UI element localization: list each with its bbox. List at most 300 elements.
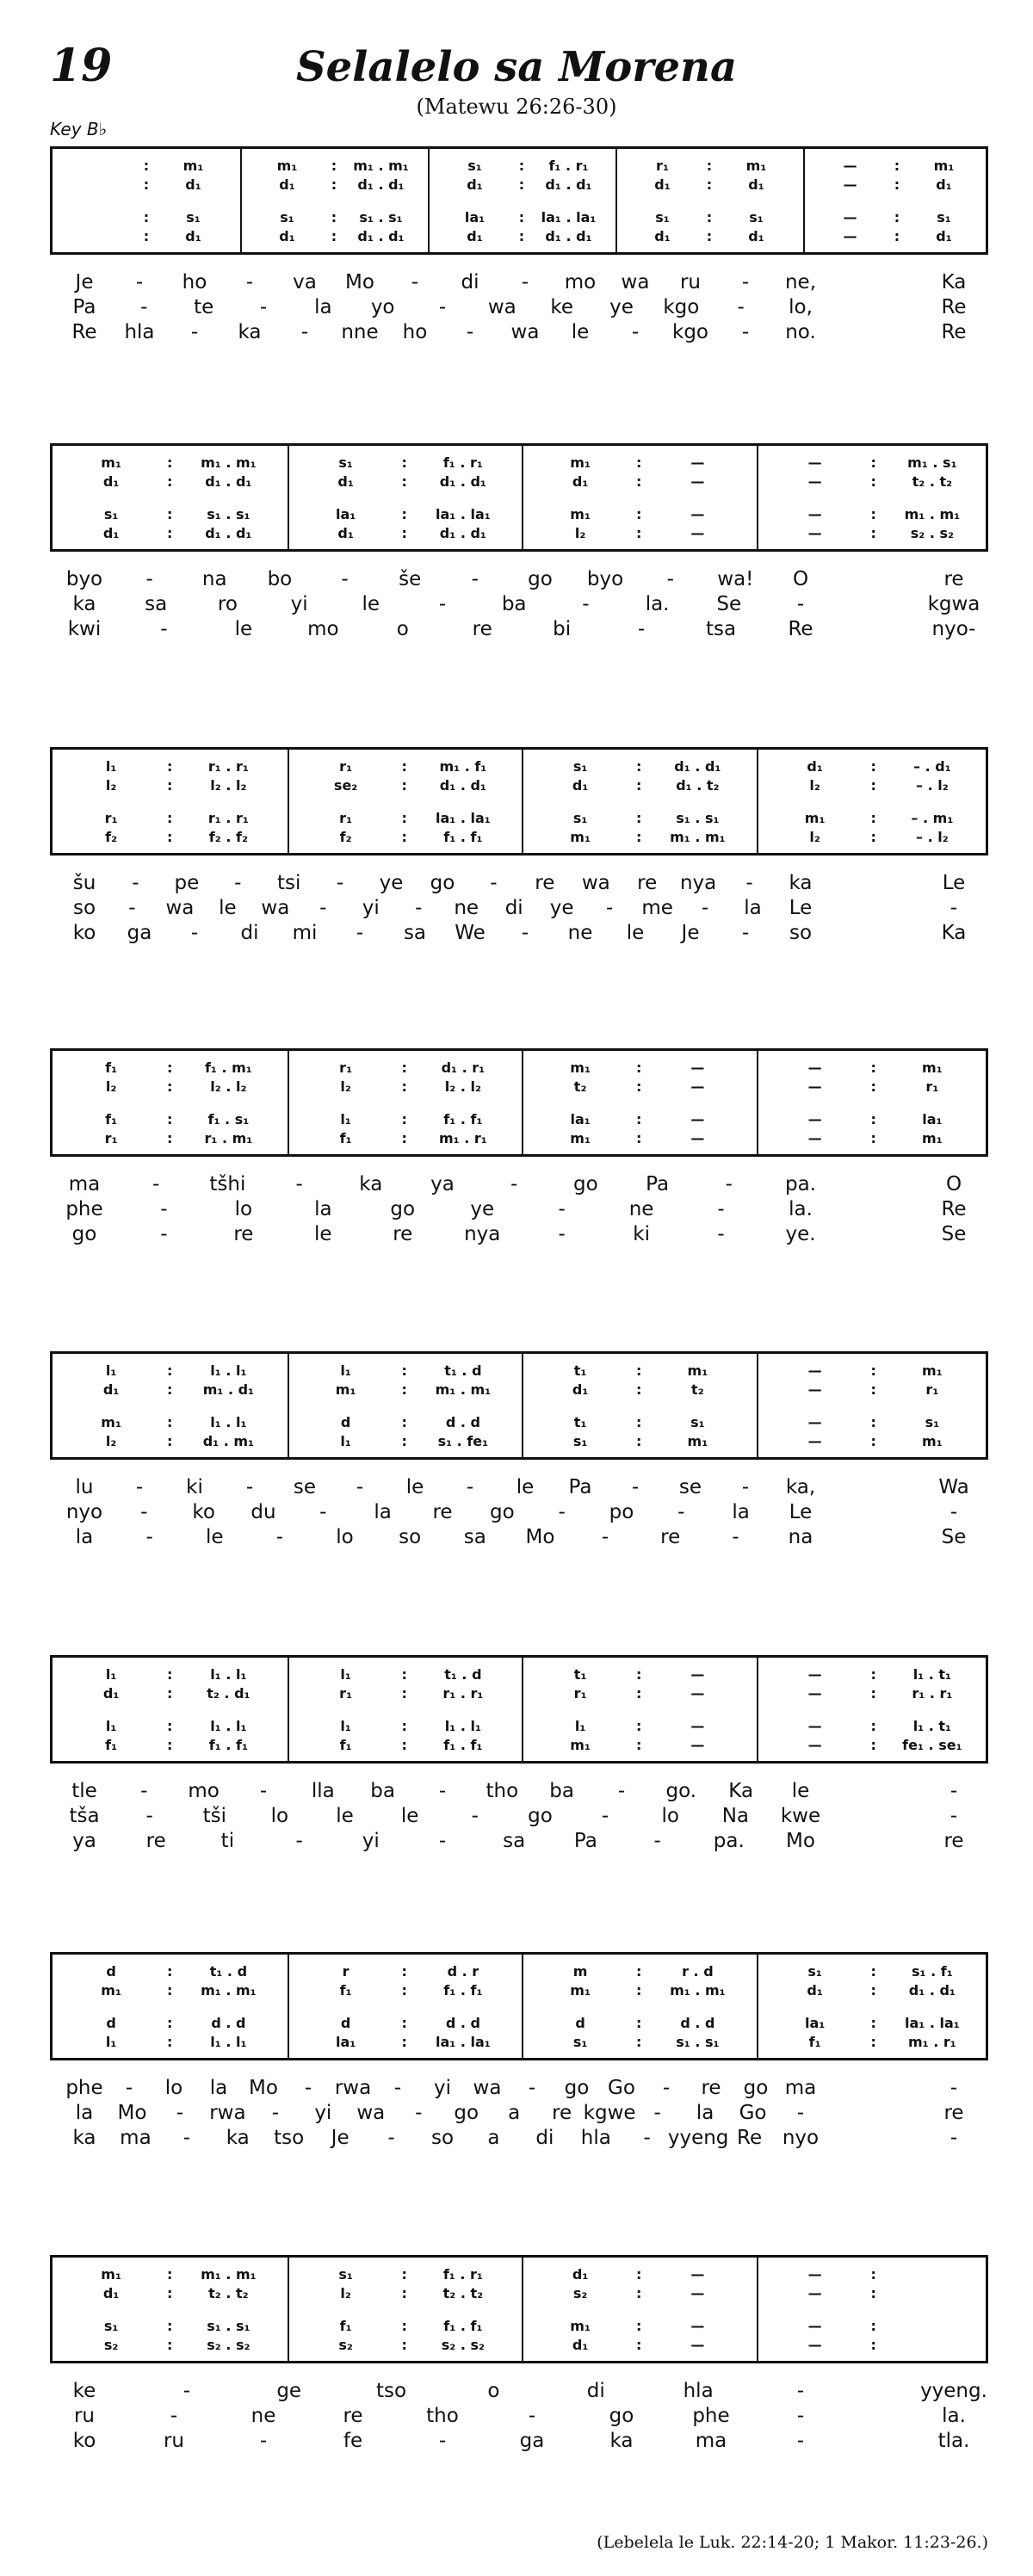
solfa-note: d₁ — [467, 228, 483, 244]
scripture-reference: (Matewu 26:26-30) — [416, 95, 617, 119]
beat-separator: : — [870, 829, 876, 845]
lyric-syllable: pe — [174, 872, 200, 894]
beat-separator: : — [401, 2034, 407, 2050]
lyric-syllable: - — [466, 321, 474, 343]
beat-separator: : — [870, 473, 876, 490]
beat-separator: : — [870, 2266, 876, 2283]
voice-row — [53, 1685, 986, 1704]
solfa-note: m₁ — [101, 2266, 121, 2283]
lyric-syllable: - — [259, 2430, 268, 2452]
solfa-note: f₁ . f₁ — [443, 829, 483, 845]
lyric-syllable: Je — [331, 2127, 349, 2149]
solfa-note: s₂ . s₂ — [207, 2337, 251, 2353]
solfa-note: m — [572, 1963, 588, 1980]
lyric-syllable: kgwe — [583, 2102, 636, 2124]
solfa-note: t₁ — [573, 1666, 587, 1683]
beat-separator: : — [167, 1666, 173, 1683]
solfa-note: m₁ — [101, 1414, 121, 1430]
solfa-note: d₁ — [467, 176, 483, 193]
solfa-note: m₁ — [570, 1982, 591, 1998]
lyric-syllable: - — [438, 593, 447, 615]
lyric-syllable: - — [275, 1526, 284, 1548]
solfa-note: d₁ . d₁ — [439, 473, 486, 490]
lyric-line — [50, 2102, 988, 2128]
lyric-syllable: ne, — [784, 271, 817, 293]
lyric-syllable: Le — [942, 872, 966, 894]
lyric-syllable: - — [490, 872, 498, 894]
solfa-note: l₁ . l₁ — [210, 2034, 247, 2050]
lyric-syllable: di — [504, 897, 523, 919]
voice-row — [53, 1433, 986, 1452]
lyric-syllable: ne — [628, 1198, 654, 1220]
solfa-note: r₁ . r₁ — [912, 1685, 953, 1702]
solfa-note: s₁ — [338, 454, 353, 471]
lyric-syllable: ka — [789, 872, 813, 894]
lyric-syllable: Na — [721, 1805, 750, 1827]
beat-separator: : — [870, 810, 876, 826]
solfa-note: l₂ — [105, 1433, 117, 1449]
solfa-note: — — [807, 1718, 822, 1734]
solfa-note: l₁ . t₁ — [912, 1666, 952, 1683]
beat-separator: : — [870, 1963, 876, 1980]
beat-separator: : — [401, 1718, 407, 1734]
solfa-note: m₁ — [922, 1059, 943, 1076]
beat-separator: : — [870, 758, 876, 775]
solfa-note: — — [807, 1737, 822, 1753]
beat-separator: : — [636, 1059, 642, 1076]
lyric-syllable: Mo — [117, 2102, 147, 2124]
solfa-note: — — [690, 1737, 705, 1753]
lyric-syllable: ya — [72, 1830, 96, 1852]
solfa-note: f₁ — [105, 1737, 118, 1753]
lyric-syllable: - — [725, 1173, 733, 1195]
solfa-note: — — [807, 1666, 822, 1683]
beat-separator: : — [636, 1130, 642, 1146]
lyric-syllable: re — [943, 2102, 964, 2124]
lyric-syllable: yi — [290, 593, 308, 615]
beat-separator: : — [167, 758, 173, 775]
lyric-syllable: O — [792, 568, 809, 590]
lyric-syllable: tle — [71, 1780, 97, 1802]
lyric-syllable: ko — [72, 922, 96, 944]
solfa-note: l₁ . l₁ — [444, 1718, 481, 1734]
solfa-note: — — [690, 454, 705, 471]
lyric-syllable: re — [145, 1830, 166, 1852]
lyric-syllable: Je — [75, 271, 94, 293]
lyric-syllable: - — [438, 1780, 447, 1802]
solfa-note: — — [690, 1666, 705, 1683]
solfa-note: f₁ — [105, 1111, 118, 1127]
solfa-note: t₂ . t₂ — [208, 2285, 249, 2301]
solfa-note: la₁ — [335, 2034, 356, 2050]
solfa-note: s₁ . f₁ — [912, 1963, 953, 1980]
lyric-syllable: - — [631, 1476, 640, 1498]
beat-separator: : — [636, 2285, 642, 2301]
beat-separator: : — [636, 1381, 642, 1398]
solfa-staff — [50, 443, 988, 552]
beat-separator: : — [636, 1111, 642, 1127]
solfa-note: m₁ . r₁ — [438, 1130, 487, 1146]
lyric-line — [50, 1805, 988, 1831]
lyric-syllable: du — [251, 1501, 276, 1523]
beat-separator: : — [636, 1737, 642, 1753]
lyric-syllable: le — [219, 897, 237, 919]
lyric-syllable: - — [949, 1501, 958, 1523]
solfa-staff — [50, 2255, 988, 2363]
beat-separator: : — [870, 2285, 876, 2301]
hymn-title: Selalelo sa Morena — [295, 43, 738, 91]
beat-separator: : — [870, 454, 876, 471]
lyric-syllable: le — [516, 1476, 535, 1498]
lyric-syllable: - — [145, 568, 153, 590]
lyric-syllable: byo — [65, 568, 103, 590]
beat-separator: : — [167, 2266, 173, 2283]
lyric-syllable: wa — [510, 321, 540, 343]
lyric-syllable: Re — [71, 321, 97, 343]
beat-separator: : — [401, 1963, 407, 1980]
lyric-syllable: di — [461, 271, 479, 293]
lyric-syllable: Go — [608, 2077, 635, 2099]
solfa-note: d₁ — [572, 777, 589, 794]
solfa-note: se₂ — [333, 777, 358, 794]
lyric-syllable: di — [240, 922, 259, 944]
lyric-syllable: yi — [433, 2077, 451, 2099]
lyric-syllable: re — [233, 1223, 254, 1245]
beat-separator: : — [636, 473, 642, 490]
lyric-syllable: - — [796, 2102, 805, 2124]
solfa-note: r₁ — [339, 1685, 353, 1702]
voice-row — [53, 473, 986, 492]
lyric-syllable: go — [743, 2077, 769, 2099]
solfa-note: s₁ — [572, 810, 588, 826]
lyric-syllable: - — [471, 568, 479, 590]
solfa-note: l₂ — [340, 1078, 351, 1095]
lyric-syllable: - — [741, 271, 750, 293]
lyric-syllable: di — [586, 2380, 605, 2402]
solfa-note: d₁ — [654, 176, 671, 193]
solfa-note: f₁ — [105, 1059, 118, 1076]
voice-row — [53, 2015, 986, 2034]
solfa-note: l₂ . l₂ — [210, 777, 247, 794]
voice-row — [53, 2285, 986, 2304]
solfa-note: la₁ — [804, 2015, 826, 2031]
solfa-note: r₁ — [925, 1078, 939, 1095]
lyric-syllable: - — [558, 1501, 566, 1523]
solfa-note: d₁ — [102, 525, 120, 541]
lyric-syllable: go — [489, 1501, 515, 1523]
beat-separator: : — [636, 2034, 642, 2050]
lyric-syllable: no. — [785, 321, 816, 343]
lyric-syllable: - — [617, 1780, 626, 1802]
lyric-syllable: byo — [586, 568, 624, 590]
lyric-syllable: le — [791, 1780, 810, 1802]
lyric-syllable: la. — [789, 1198, 813, 1220]
lyric-syllable: - — [160, 1198, 168, 1220]
lyric-syllable: - — [438, 2430, 447, 2452]
lyric-syllable: - — [356, 1476, 364, 1498]
beat-separator: : — [167, 1414, 173, 1430]
lyric-syllable: - — [653, 1830, 661, 1852]
solfa-note: l₁ . l₁ — [210, 1414, 247, 1430]
lyric-syllable: sa — [403, 922, 427, 944]
lyric-syllable: so — [789, 922, 813, 944]
beat-separator: : — [636, 758, 642, 775]
solfa-note: d₁ — [185, 176, 201, 193]
beat-separator: : — [167, 1059, 173, 1076]
lyric-syllable: ka — [609, 2430, 634, 2452]
lyric-syllable: sa — [503, 1830, 526, 1852]
beat-separator: : — [636, 2337, 642, 2353]
lyric-line — [50, 2077, 988, 2103]
lyric-syllable: ka — [359, 1173, 383, 1195]
lyric-syllable: go — [454, 2102, 479, 2124]
beat-separator: : — [167, 1982, 173, 1998]
solfa-note: s₁ — [807, 1963, 822, 1980]
beat-separator: : — [894, 176, 900, 193]
beat-separator: : — [636, 1078, 642, 1095]
voice-row — [53, 2318, 986, 2337]
lyric-syllable: yo — [370, 296, 395, 318]
hymn-number: 19 — [50, 40, 113, 92]
beat-separator: : — [167, 2337, 173, 2353]
lyric-syllable: go — [71, 1223, 97, 1245]
solfa-note: f₂ — [339, 829, 352, 845]
voice-row — [53, 829, 986, 848]
beat-separator: : — [894, 228, 900, 244]
beat-separator: : — [636, 2015, 642, 2031]
lyric-syllable: Pa — [72, 296, 96, 318]
solfa-note: — — [690, 1111, 705, 1127]
solfa-note: la₁ . la₁ — [435, 810, 491, 826]
beat-separator: : — [401, 454, 407, 471]
solfa-note: — — [843, 176, 857, 193]
lyric-syllable: - — [176, 2102, 184, 2124]
lyric-syllable: wa — [165, 897, 195, 919]
lyric-syllable: ye — [379, 872, 404, 894]
solfa-note: s₁ . s₁ — [676, 2034, 720, 2050]
solfa-note: d₁ . d₁ — [439, 777, 486, 794]
lyric-syllable: - — [135, 1476, 144, 1498]
lyric-syllable: - — [717, 1198, 725, 1220]
lyric-syllable: - — [393, 2077, 402, 2099]
voice-row — [53, 525, 986, 544]
lyric-syllable: tši — [202, 1805, 226, 1827]
lyric-syllable: - — [438, 1830, 447, 1852]
lyric-syllable: na — [788, 1526, 813, 1548]
solfa-note: d₁ . d₁ — [205, 473, 252, 490]
beat-separator: : — [636, 777, 642, 794]
voice-row — [53, 1078, 986, 1097]
solfa-note: r₁ . m₁ — [204, 1130, 253, 1146]
lyric-syllable: ya — [430, 1173, 455, 1195]
solfa-note: — — [807, 1685, 822, 1702]
solfa-note: — — [690, 473, 705, 490]
lyric-syllable: lo — [661, 1805, 679, 1827]
lyric-syllable: la — [314, 296, 332, 318]
beat-separator: : — [870, 1130, 876, 1146]
lyric-syllable: re — [472, 618, 492, 640]
solfa-note: — — [807, 2285, 822, 2301]
solfa-note: d₁ . d₁ — [545, 228, 592, 244]
solfa-note: s₁ — [338, 2266, 353, 2283]
beat-separator: : — [167, 1111, 173, 1127]
lyric-syllable: - — [741, 1476, 750, 1498]
solfa-note: l₁ . l₁ — [210, 1362, 247, 1379]
beat-separator: : — [401, 2015, 407, 2031]
solfa-note: s₁ — [572, 1433, 588, 1449]
lyric-syllable: wa — [621, 271, 650, 293]
lyric-syllable: - — [558, 1223, 566, 1245]
beat-separator: : — [167, 1718, 173, 1734]
lyric-syllable: mo — [307, 618, 339, 640]
lyric-syllable: - — [949, 2077, 958, 2099]
lyric-line — [50, 1526, 988, 1552]
solfa-note: — — [690, 1130, 705, 1146]
solfa-note: – . l₂ — [916, 829, 949, 845]
lyric-syllable: - — [745, 872, 753, 894]
lyric-syllable: - — [741, 321, 750, 343]
lyric-syllable: Pa — [573, 1830, 597, 1852]
lyric-syllable: Wa — [938, 1476, 969, 1498]
beat-separator: : — [870, 1982, 876, 1998]
lyric-syllable: - — [732, 1526, 739, 1548]
solfa-note: d . r — [447, 1963, 479, 1980]
solfa-note: m₁ — [922, 1362, 943, 1379]
solfa-note: d₁ . d₁ — [357, 228, 405, 244]
lyric-syllable: nyo — [782, 2127, 820, 2149]
solfa-note: la₁ . la₁ — [435, 2034, 491, 2050]
solfa-note: m₁ — [804, 810, 826, 826]
lyric-syllable: ru — [73, 2405, 96, 2427]
solfa-note: d₁ — [654, 228, 671, 244]
lyric-syllable: na — [201, 568, 227, 590]
solfa-note: — — [807, 525, 822, 541]
lyric-syllable: wa — [487, 296, 516, 318]
lyric-syllable: lo — [336, 1526, 354, 1548]
solfa-note: f₂ — [105, 829, 118, 845]
lyric-line — [50, 1173, 988, 1199]
lyric-syllable: ro — [217, 593, 238, 615]
beat-separator: : — [167, 473, 173, 490]
voice-row — [53, 1130, 986, 1149]
solfa-note: l₂ . l₂ — [210, 1078, 247, 1095]
lyric-syllable: ba — [549, 1780, 574, 1802]
voice-row — [53, 454, 986, 473]
lyric-syllable: se — [293, 1476, 317, 1498]
lyric-syllable: ye. — [785, 1223, 816, 1245]
solfa-note: d₁ — [807, 758, 823, 775]
beat-separator: : — [870, 1685, 876, 1702]
solfa-note: l₂ — [340, 2285, 351, 2301]
beat-separator: : — [167, 2318, 173, 2334]
voice-row — [53, 2266, 986, 2285]
beat-separator: : — [518, 228, 525, 244]
solfa-note: — — [807, 2266, 822, 2283]
solfa-staff — [50, 1655, 988, 1764]
lyric-syllable: hla — [683, 2380, 714, 2402]
lyric-syllable: ka, — [785, 1476, 816, 1498]
solfa-note: s₂ . s₂ — [441, 2337, 486, 2353]
lyric-syllable: - — [438, 296, 447, 318]
solfa-note: m₁ . m₁ — [353, 158, 409, 174]
beat-separator: : — [167, 1433, 173, 1449]
solfa-note: l₁ — [105, 758, 117, 775]
lyric-syllable: tla. — [937, 2430, 970, 2452]
lyric-line — [50, 618, 988, 644]
lyric-syllable: - — [234, 872, 242, 894]
beat-separator: : — [167, 1685, 173, 1702]
lyric-syllable: re — [393, 1223, 413, 1245]
solfa-note: r₁ . r₁ — [442, 1685, 484, 1702]
solfa-note: — — [690, 1059, 705, 1076]
lyric-syllable: mo — [188, 1780, 220, 1802]
lyric-syllable: - — [558, 1198, 566, 1220]
lyric-syllable: ki — [633, 1223, 650, 1245]
lyric-syllable: re — [943, 1830, 964, 1852]
solfa-note: l₁ — [574, 1718, 586, 1734]
solfa-note: d₁ — [185, 228, 201, 244]
solfa-note: m₁ — [570, 829, 591, 845]
lyric-syllable: - — [259, 296, 268, 318]
lyric-syllable: - — [341, 568, 349, 590]
solfa-note: m₁ . m₁ — [201, 2266, 257, 2283]
solfa-note: s₁ — [572, 758, 588, 775]
beat-separator: : — [636, 454, 642, 471]
solfa-note: f₁ . s₁ — [207, 1111, 250, 1127]
solfa-note: m₁ — [101, 454, 121, 471]
solfa-note: — — [690, 1078, 705, 1095]
solfa-note: — — [843, 209, 857, 225]
solfa-note: t₁ . d — [444, 1362, 482, 1379]
lyric-syllable: o — [487, 2380, 500, 2402]
solfa-note: r₁ — [104, 810, 118, 826]
beat-separator: : — [870, 2015, 876, 2031]
lyric-syllable: se — [678, 1476, 702, 1498]
lyric-line — [50, 1223, 988, 1249]
beat-separator: : — [401, 810, 407, 826]
lyric-syllable: la — [696, 2102, 714, 2124]
lyric-line — [50, 321, 988, 347]
lyric-syllable: ne — [454, 897, 479, 919]
beat-separator: : — [167, 1130, 173, 1146]
beat-separator: : — [870, 2318, 876, 2334]
beat-separator: : — [167, 2034, 173, 2050]
beat-separator: : — [167, 506, 173, 522]
solfa-note: d₁ — [936, 176, 952, 193]
solfa-note: m₁ . m₁ — [904, 506, 961, 522]
solfa-note: d₁ — [102, 473, 120, 490]
solfa-note: d₁ — [936, 228, 952, 244]
beat-separator: : — [636, 2266, 642, 2283]
beat-separator: : — [401, 829, 407, 845]
lyric-syllable: - — [245, 1476, 254, 1498]
solfa-note: s₁ — [186, 209, 201, 225]
lyric-syllable: - — [949, 1805, 958, 1827]
lyric-syllable: - — [132, 872, 139, 894]
solfa-note: f₁ . f₁ — [443, 1737, 483, 1753]
lyric-syllable: go — [609, 2405, 634, 2427]
lyric-syllable: go — [573, 1173, 598, 1195]
lyric-syllable: ke — [550, 296, 573, 318]
solfa-note: — — [690, 1718, 705, 1734]
solfa-note: — — [690, 2266, 705, 2283]
lyric-syllable: lu — [75, 1476, 94, 1498]
lyric-line — [50, 593, 988, 619]
solfa-note: — — [807, 1078, 822, 1095]
beat-separator: : — [401, 1059, 407, 1076]
lyric-syllable: - — [949, 1780, 958, 1802]
voice-row — [53, 1982, 986, 2001]
